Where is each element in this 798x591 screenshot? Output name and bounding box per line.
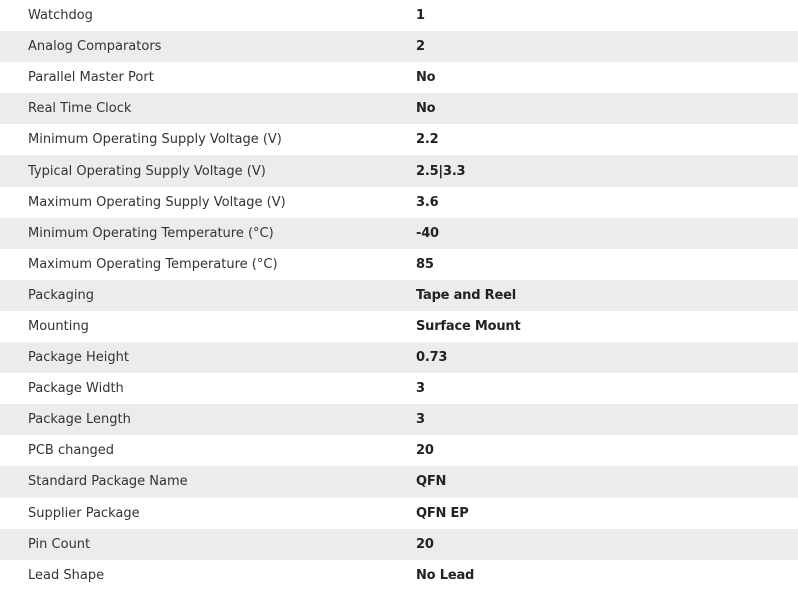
spec-value: 3 (416, 404, 798, 435)
table-row (0, 560, 798, 591)
spec-label: Package Height (0, 342, 416, 373)
spec-value: Surface Mount (416, 318, 521, 334)
table-row (0, 498, 798, 529)
spec-label: Supplier Package (28, 505, 140, 521)
spec-value: 2 (416, 31, 798, 62)
spec-label: Package Width (28, 381, 124, 397)
spec-value: 20 (416, 443, 434, 459)
spec-label: Minimum Operating Temperature (°C) (0, 218, 416, 249)
spec-value: 20 (416, 529, 798, 560)
table-row (0, 466, 798, 497)
table-row (0, 31, 798, 62)
spec-label: Lead Shape (28, 567, 105, 583)
spec-label: Watchdog (28, 8, 93, 24)
table-row (0, 62, 798, 93)
spec-value: 3.6 (416, 194, 439, 210)
table-row (0, 311, 798, 342)
table-row (0, 529, 798, 560)
spec-label: Minimum Operating Supply Voltage (V) (28, 132, 282, 148)
spec-value: No Lead (416, 567, 475, 583)
spec-label: Standard Package Name (0, 466, 416, 497)
table-row (0, 435, 798, 466)
table-row (0, 404, 798, 435)
table-row (0, 93, 798, 124)
spec-label: Analog Comparators (0, 31, 416, 62)
table-row (0, 280, 798, 311)
table-row (0, 373, 798, 404)
table-row (0, 187, 798, 218)
spec-label: Maximum Operating Supply Voltage (V) (28, 194, 286, 210)
spec-value: 1 (416, 8, 425, 24)
spec-label: Maximum Operating Temperature (°C) (28, 256, 278, 272)
table-row (0, 155, 798, 186)
spec-value: No (416, 70, 436, 86)
spec-label: PCB changed (28, 443, 115, 459)
spec-value: QFN (416, 466, 798, 497)
spec-label: Real Time Clock (0, 93, 416, 124)
spec-value: Tape and Reel (416, 280, 798, 311)
spec-label: Packaging (0, 280, 416, 311)
spec-value: QFN EP (416, 505, 469, 521)
spec-label: Pin Count (0, 529, 416, 560)
table-row (0, 218, 798, 249)
table-row (0, 249, 798, 280)
spec-value: No (416, 93, 798, 124)
spec-value: -40 (416, 218, 798, 249)
spec-value: 0.73 (416, 342, 798, 373)
table-row (0, 0, 798, 31)
spec-label: Typical Operating Supply Voltage (V) (0, 155, 416, 186)
spec-value: 85 (416, 256, 434, 272)
table-row (0, 124, 798, 155)
spec-value: 3 (416, 381, 425, 397)
spec-value: 2.5|3.3 (416, 155, 798, 186)
table-row (0, 342, 798, 373)
spec-label: Mounting (28, 318, 89, 334)
spec-label: Package Length (0, 404, 416, 435)
spec-label: Parallel Master Port (28, 70, 154, 86)
spec-value: 2.2 (416, 132, 439, 148)
